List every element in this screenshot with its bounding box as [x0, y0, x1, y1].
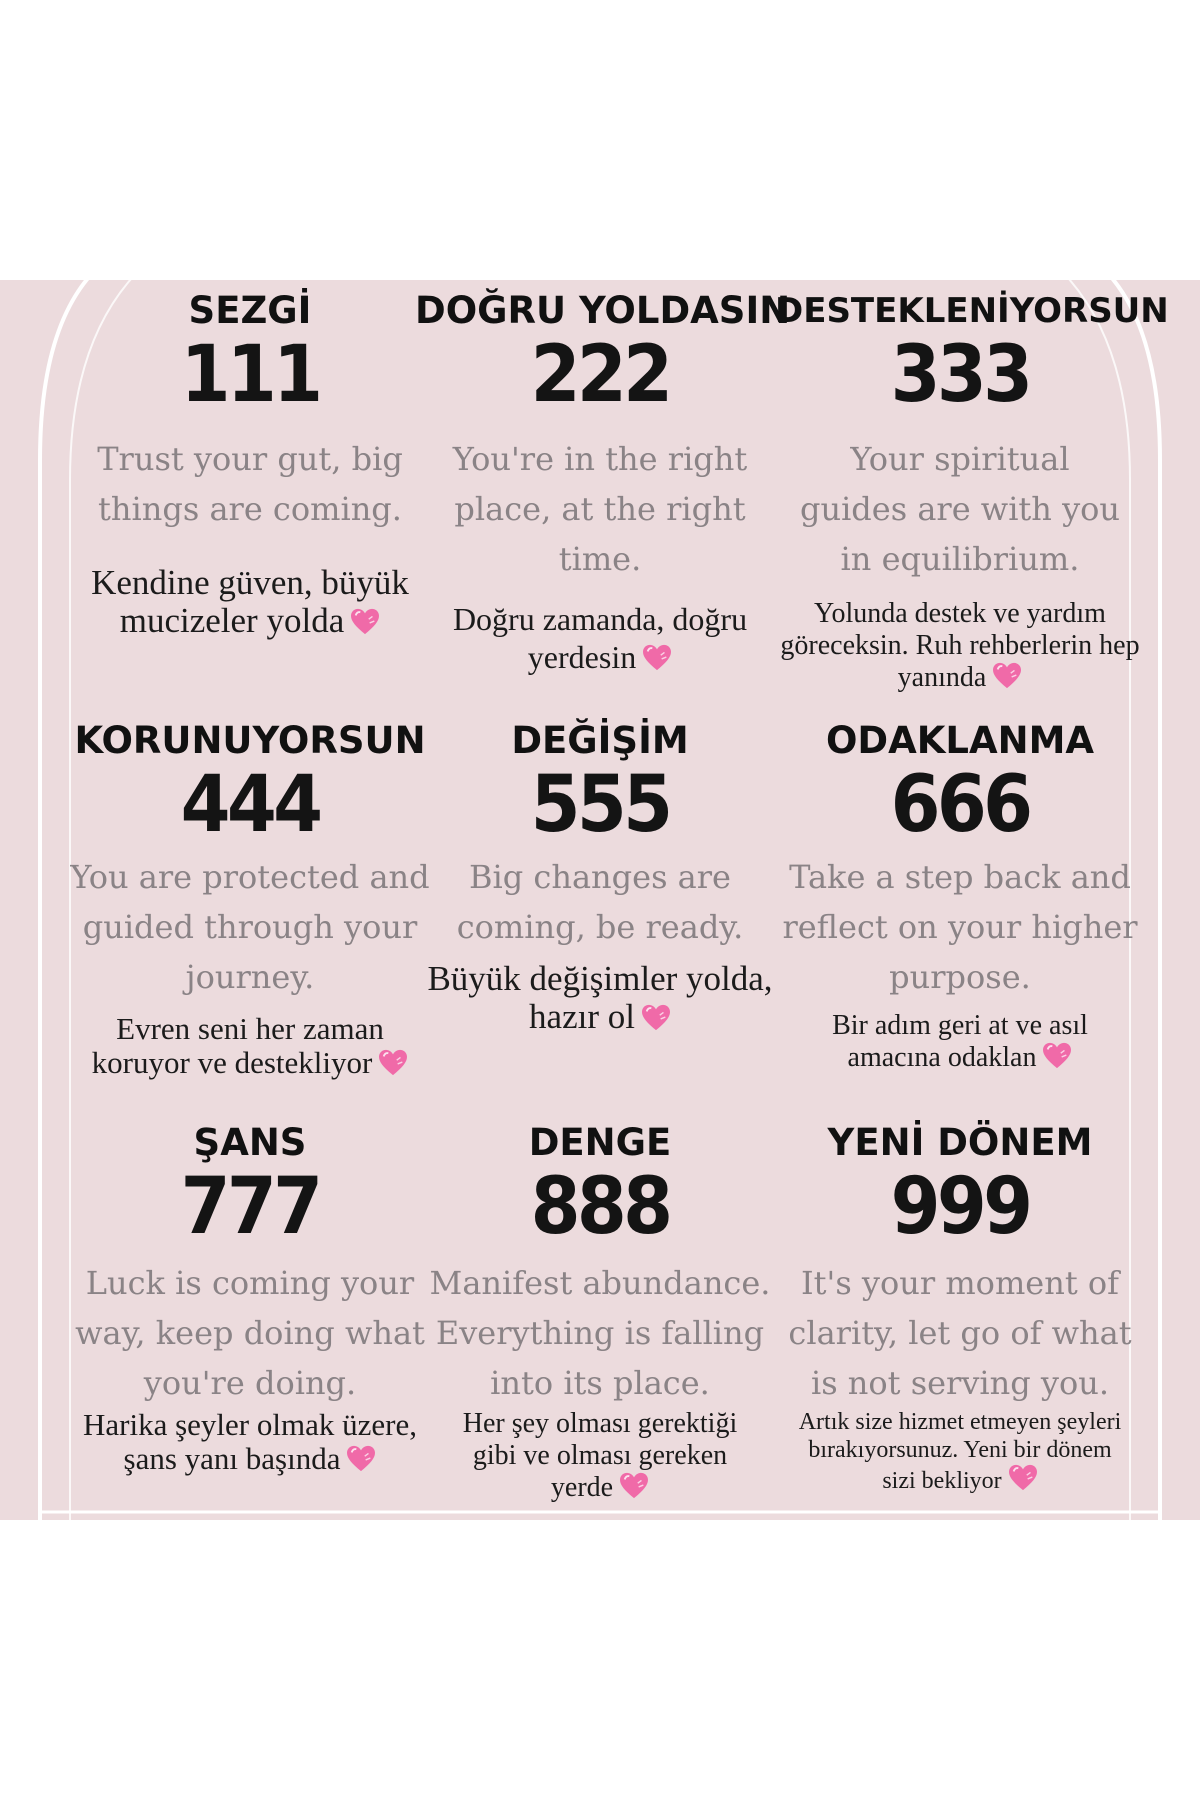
card-number: 111	[180, 330, 320, 420]
turkish-text-label: Her şey olması gerektiği gibi ve olması gereken yerde	[462, 1408, 738, 1503]
card-title: DENGE	[528, 1121, 672, 1164]
pink-heart-icon	[642, 644, 672, 672]
card-number: 888	[530, 1162, 670, 1252]
pink-heart-icon	[1042, 1042, 1072, 1070]
angel-numbers-grid	[0, 280, 1200, 1520]
card-turkish-text	[415, 960, 785, 1036]
card-number: 999	[890, 1162, 1030, 1252]
card-title: DESTEKLENİYORSUN	[775, 291, 1169, 331]
card-title: DOĞRU YOLDASIN	[415, 289, 791, 332]
turkish-text-label: Doğru zamanda, doğru yerdesin	[452, 601, 748, 675]
card-444	[65, 720, 435, 1080]
content-panel	[0, 280, 1200, 1520]
card-777	[65, 1122, 435, 1476]
card-english-text: Take a step back and reflect on your higher purpose.	[782, 858, 1138, 996]
pink-heart-icon	[378, 1049, 408, 1077]
card-111	[65, 290, 435, 640]
card-turkish-text	[775, 1010, 1145, 1074]
card-title: DEĞİŞİM	[511, 719, 689, 762]
turkish-text-label: Kendine güven, büyük mucizeler yolda	[91, 563, 409, 640]
card-english-text: It's your moment of clarity, let go of what is not serving you.	[788, 1264, 1132, 1402]
turkish-text-label: Yolunda destek ve yardım göreceksin. Ruh rehberlerin hep yanında	[780, 598, 1140, 693]
card-english-text: Manifest abundance. Everything is falling into its place.	[429, 1264, 771, 1402]
card-number: 666	[890, 760, 1030, 850]
card-turkish-text	[415, 600, 785, 676]
card-turkish-text	[415, 1408, 785, 1504]
turkish-text-label: Artık size hizmet etmeyen şeyleri bırakıyorsunuz. Yeni bir dönem sizi bekliyor	[798, 1409, 1122, 1494]
card-555	[415, 720, 785, 1036]
card-number: 777	[180, 1162, 320, 1252]
card-english-text: Your spiritual guides are with you in equilibrium.	[799, 440, 1121, 578]
pink-heart-icon	[992, 662, 1022, 690]
card-title: ODAKLANMA	[825, 719, 1095, 762]
card-english-text: Trust your gut, big things are coming.	[97, 440, 403, 528]
card-999	[775, 1122, 1145, 1495]
pink-heart-icon	[1008, 1464, 1038, 1492]
card-333	[775, 290, 1169, 694]
card-222	[415, 289, 791, 676]
card-english-text: You are protected and guided through your journey.	[70, 858, 430, 996]
card-title: ŞANS	[193, 1121, 307, 1164]
card-title: YENİ DÖNEM	[827, 1121, 1093, 1164]
card-number: 333	[890, 330, 1030, 420]
turkish-text-label: Harika şeyler olmak üzere, şans yanı başında	[83, 1407, 417, 1476]
turkish-text-label: Büyük değişimler yolda, hazır ol	[427, 959, 773, 1036]
card-666	[775, 720, 1145, 1074]
card-english-text: Big changes are coming, be ready.	[456, 858, 744, 946]
card-turkish-text	[775, 1408, 1145, 1495]
card-turkish-text	[65, 1012, 435, 1080]
turkish-text-label: Bir adım geri at ve asıl amacına odaklan	[832, 1010, 1088, 1073]
card-number: 222	[530, 330, 670, 420]
card-number: 555	[530, 760, 670, 850]
pink-heart-icon	[350, 608, 380, 636]
pink-heart-icon	[641, 1004, 671, 1032]
card-title: SEZGİ	[188, 289, 312, 332]
card-turkish-text	[65, 1408, 435, 1476]
card-turkish-text	[65, 564, 435, 640]
card-turkish-text	[775, 598, 1145, 694]
card-title: KORUNUYORSUN	[74, 719, 426, 762]
card-888	[415, 1122, 785, 1504]
pink-heart-icon	[619, 1472, 649, 1500]
card-english-text: You're in the right place, at the right time.	[452, 440, 748, 578]
card-number: 444	[180, 760, 320, 850]
card-english-text: Luck is coming your way, keep doing what you're doing.	[75, 1264, 425, 1402]
pink-heart-icon	[346, 1445, 376, 1473]
turkish-text-label: Evren seni her zaman koruyor ve destekliyor	[91, 1011, 384, 1080]
